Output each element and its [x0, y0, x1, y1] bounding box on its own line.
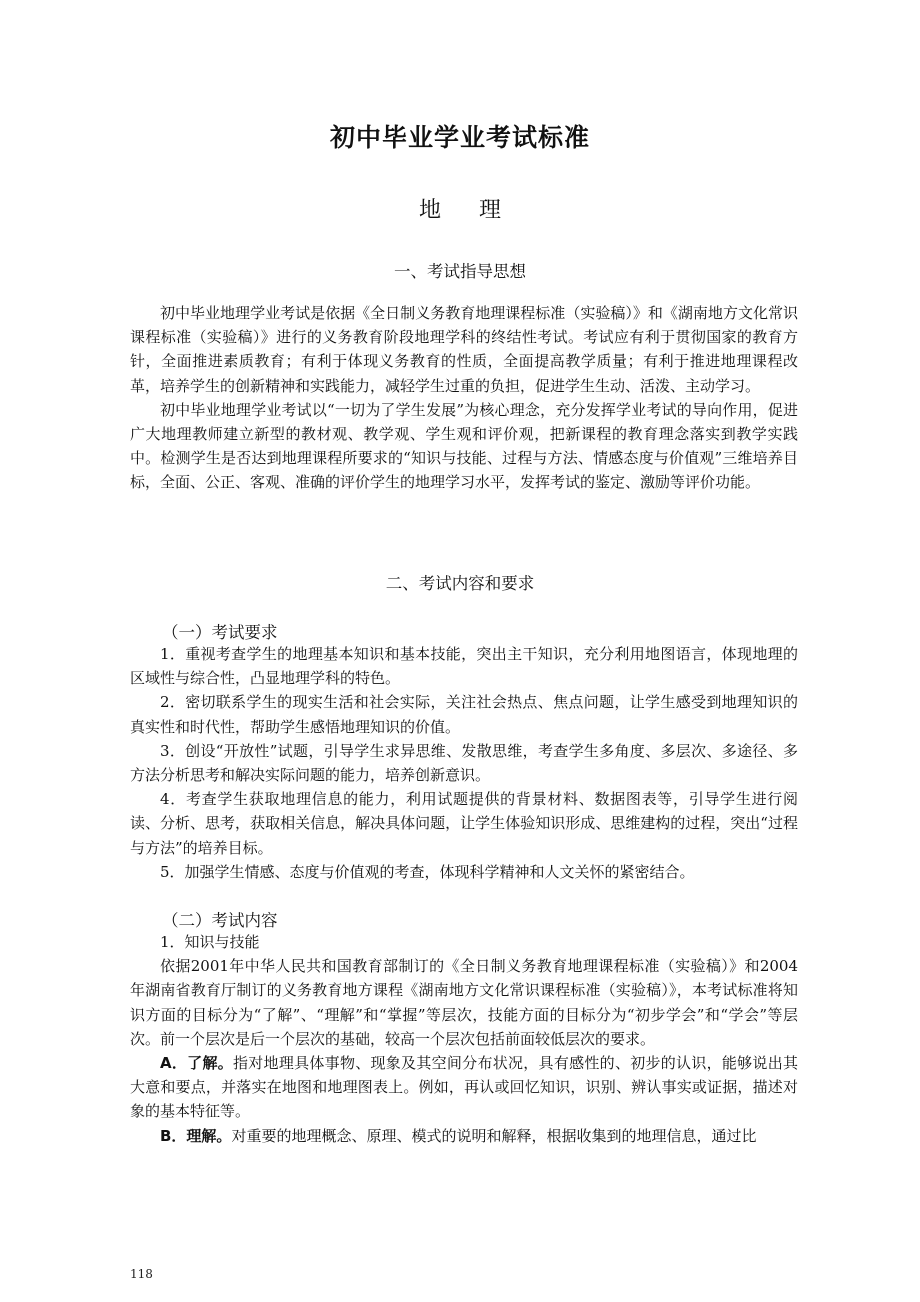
document-title: 初中毕业学业考试标准: [329, 123, 590, 152]
paragraph: 初中毕业地理学业考试是依据《全日制义务教育地理课程标准（实验稿）》和《湖南地方文化常识课程标准（实验稿）》进行的义务教育阶段地理学科的终结性考试。考试应有利于贯彻国家的教育方针，全面推进素质教育；有利于体现义务教育的性质，全面提高教学质量；有利于推进地理课程改革，培养学生的创新精神和实践能力，减轻学生过重的负担，促进学生生动、活泼、主动学习。: [130, 304, 798, 395]
level-item: [130, 1051, 798, 1124]
section-heading-guiding-ideas: 一、考试指导思想: [394, 262, 526, 281]
item-heading-knowledge-skills: 1．知识与技能: [160, 933, 260, 951]
paragraph: 初中毕业地理学业考试以“一切为了学生发展”为核心理念，充分发挥学业考试的导向作用，促进广大地理教师建立新型的教材观、教学观、学生观和评价观，把新课程的教育理念落实到教学实践中。检测学生是否达到地理课程所要求的“知识与技能、过程与方法、情感态度与价值观”三维培养目标，全面、公正、客观、准确的评价学生的地理学习水平，发挥考试的鉴定、激励等评价功能。: [130, 400, 798, 492]
subject-heading: 地理: [418, 198, 539, 223]
list-item: 2．密切联系学生的现实生活和社会实际，关注社会热点、焦点问题，让学生感受到地理知识的真实性和时代性，帮助学生感悟地理知识的价值。: [130, 693, 798, 736]
level-text: 对重要的地理概念、原理、模式的说明和解释，根据收集到的地理信息，通过比: [231, 1126, 757, 1145]
section-heading-content-requirements: 二、考试内容和要求: [385, 574, 535, 593]
list-item: 3．创设“开放性”试题，引导学生求异思维、发散思维，考查学生多角度、多层次、多途径、多方法分析思考和解决实际问题的能力，培养创新意识。: [130, 741, 798, 785]
list-item: 4．考查学生获取地理信息的能力，利用试题提供的背景材料、数据图表等，引导学生进行阅读、分析、思考，获取相关信息，解决具体问题，让学生体验知识形成、思维建构的过程，突出“过程与方法”的培养目标。: [130, 790, 798, 857]
level-item: [130, 1124, 798, 1148]
list-item: 5．加强学生情感、态度与价值观的考查，体现科学精神和人文关怀的紧密结合。: [160, 862, 695, 881]
level-text: 指对地理具体事物、现象及其空间分布状况，具有感性的、初步的认识，能够说出其大意和要点，并落实在地图和地理图表上。例如，再认或回忆知识，识别、辨认事实或证据，描述对象的基本特征等。: [130, 1054, 798, 1121]
level-label: B．理解。: [160, 1126, 232, 1145]
paragraph: 依据2001年中华人民共和国教育部制订的《全日制义务教育地理课程标准（实验稿）》和2004年湖南省教育厅制订的义务教育地方课程《湖南地方文化常识课程标准（实验稿）》，本考试标准将知识方面的目标分为“了解”、“理解”和“掌握”等层次，技能方面的目标分为“初步学会”和“学会”等层次。前一个层次是后一个层次的基础，较高一个层次包括前面较低层次的要求。: [130, 957, 798, 1048]
exam-content-body: [130, 930, 798, 1148]
subsection-heading-exam-requirements: （一）考试要求: [162, 623, 278, 642]
subsection-heading-exam-content: （二）考试内容: [162, 911, 278, 930]
level-label: A．了解。: [160, 1054, 233, 1073]
exam-requirements-list: [130, 642, 798, 884]
page-number: 118: [130, 1267, 153, 1281]
list-item: 1．重视考查学生的地理基本知识和基本技能，突出主干知识，充分利用地图语言，体现地理的区域性与综合性，凸显地理学科的特色。: [130, 645, 798, 688]
section-guiding-ideas-body: [130, 301, 798, 495]
